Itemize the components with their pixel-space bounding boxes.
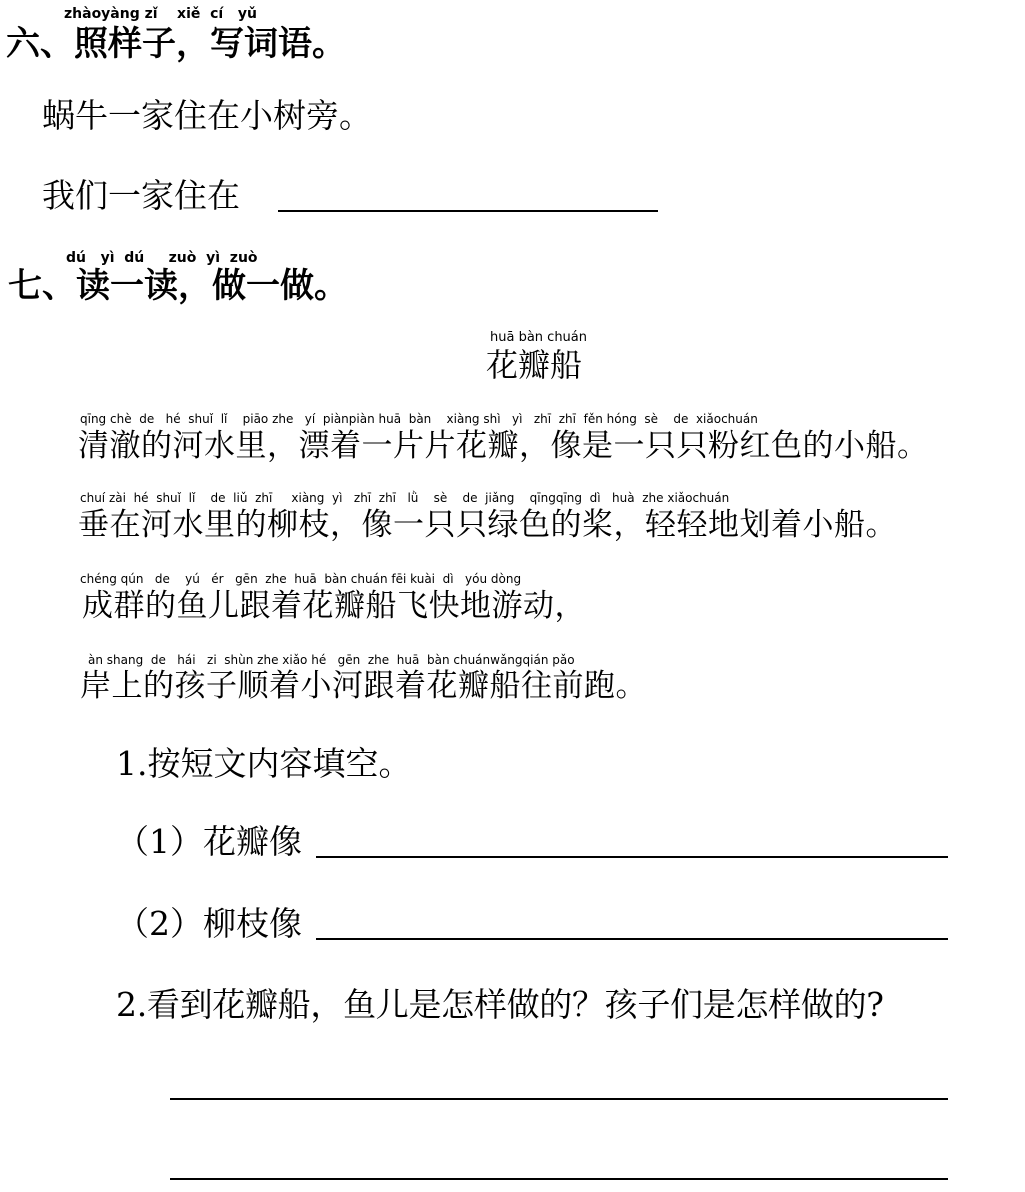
section7-title: 七、读一读，做一做。 [8,266,348,306]
poem-line4-pinyin: àn shang de hái zi shùn zhe xiǎo hé gēn zhe huā bàn chuánwǎngqián pǎo [88,653,575,667]
question1-item2-label: （2）柳枝像 [116,904,302,943]
question1-item2-answer-line[interactable] [316,938,948,940]
question1-stem: 1.按短文内容填空。 [116,744,412,783]
question2-answer-line-2[interactable] [170,1178,948,1180]
poem-title-pinyin: huā bàn chuán [490,330,587,345]
poem-line2: 垂在河水里的柳枝，像一只只绿色的桨，轻轻地划着小船。 [78,507,897,543]
fill-prompt: 我们一家住在 [42,176,240,215]
poem-line3-pinyin: chéng qún de yú ér gēn zhe huā bàn chuán fēi kuài dì yóu dòng [80,572,522,586]
poem-line3: 成群的鱼儿跟着花瓣船飞快地游动， [82,588,586,624]
section7-pinyin: dú yì dú zuò yì zuò [66,250,258,266]
section6-title: 六、照样子，写词语。 [6,24,346,64]
poem-line4: 岸上的孩子顺着小河跟着花瓣船往前跑。 [80,668,647,704]
poem-title: 花瓣船 [486,346,583,384]
question1-item1-answer-line[interactable] [316,856,948,858]
example-sentence: 蜗牛一家住在小树旁。 [42,96,372,135]
poem-line1-pinyin: qīng chè de hé shuǐ lǐ piāo zhe yí piànpiàn huā bàn xiàng shì yì zhī zhī fěn hóng sè de xiǎochuán [80,412,758,426]
section6-pinyin: zhàoyàng zǐ xiě cí yǔ [64,6,257,22]
fill-blank-line[interactable] [278,210,658,212]
question2-stem: 2.看到花瓣船，鱼儿是怎样做的？孩子们是怎样做的? [116,985,884,1024]
question1-item1-label: （1）花瓣像 [116,822,302,861]
poem-line2-pinyin: chuí zài hé shuǐ lǐ de liǔ zhī xiàng yì zhī zhī lǜ sè de jiǎng qīngqīng dì huà zhe xiǎochuán [80,491,730,505]
question2-answer-line-1[interactable] [170,1098,948,1100]
poem-line1: 清澈的河水里，漂着一片片花瓣，像是一只只粉红色的小船。 [78,428,929,464]
